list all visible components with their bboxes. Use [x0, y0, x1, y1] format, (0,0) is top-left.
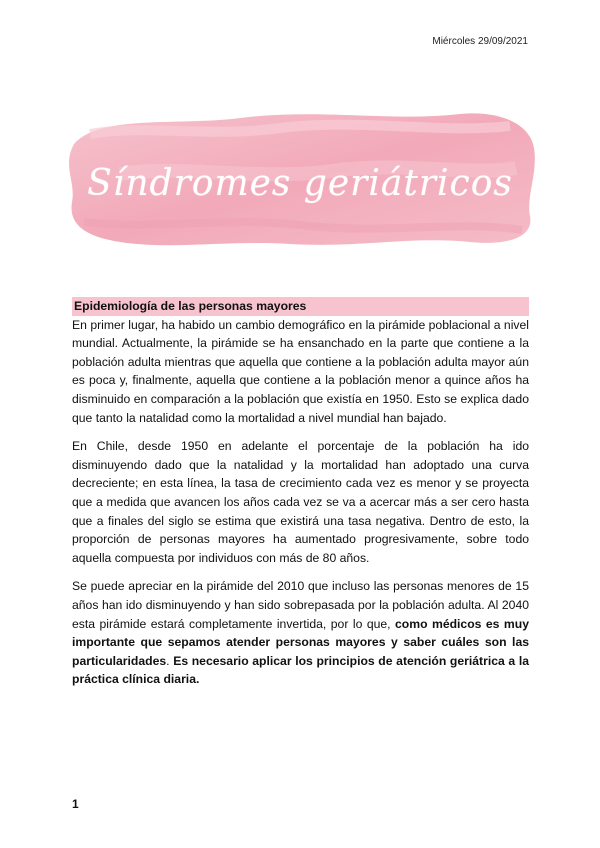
- document-date: Miércoles 29/09/2021: [432, 36, 528, 47]
- paragraph-2: En Chile, desde 1950 en adelante el porcentaje de la población ha ido disminuyendo dado que la natalidad y la mortalidad han adoptado una curva decreciente; en esta línea, la tasa de crecimiento cada vez es menor y se proyecta que a medida que avancen los años cada vez se va a acercar más a ser cero hasta que a finales del siglo se estima que existirá una tasa negativa. Dentro de esto, la proporción de personas mayores ha aumentado progresivamente, sobre todo aquella compuesta por individuos con más de 80 años.: [72, 439, 529, 565]
- section-heading: Epidemiología de las personas mayores: [72, 297, 529, 316]
- paragraph-3-mid: .: [166, 653, 174, 668]
- paragraph-1: En primer lugar, ha habido un cambio demográfico en la pirámide poblacional a nivel mundial. Actualmente, la pirámide se ha ensanchado en la parte que contiene a la población adulta mientras que aquella que contiene a la población adulta mayor aún es poca y, finalmente, aquella que contiene a la población menor a quince años ha disminuido en comparación a la población que existía en 1950. Esto se explica dado que tanto la natalidad como la mortalidad a nivel mundial han bajado.: [72, 317, 529, 425]
- title-banner: [60, 104, 540, 254]
- page-title: Síndromes geriátricos: [87, 162, 513, 204]
- paragraph-3-bold-2: Es necesario aplicar los principios de atención geriátrica a la práctica clínica diaria.: [72, 653, 529, 687]
- page-number: 1: [72, 797, 79, 811]
- paragraph-3: [72, 577, 529, 689]
- paragraph-3-bold-1: como médicos es muy importante que sepamos atender personas mayores y saber cuáles son las particularidades: [72, 616, 529, 668]
- paragraph-3-text: Se puede apreciar en la pirámide del 2010 que incluso las personas menores de 15 años han ido disminuyendo y han sido sobrepasada por la población adulta. Al 2040 esta pirámide estará completamente invertida, por lo que,: [72, 579, 529, 631]
- document-body: [72, 297, 529, 699]
